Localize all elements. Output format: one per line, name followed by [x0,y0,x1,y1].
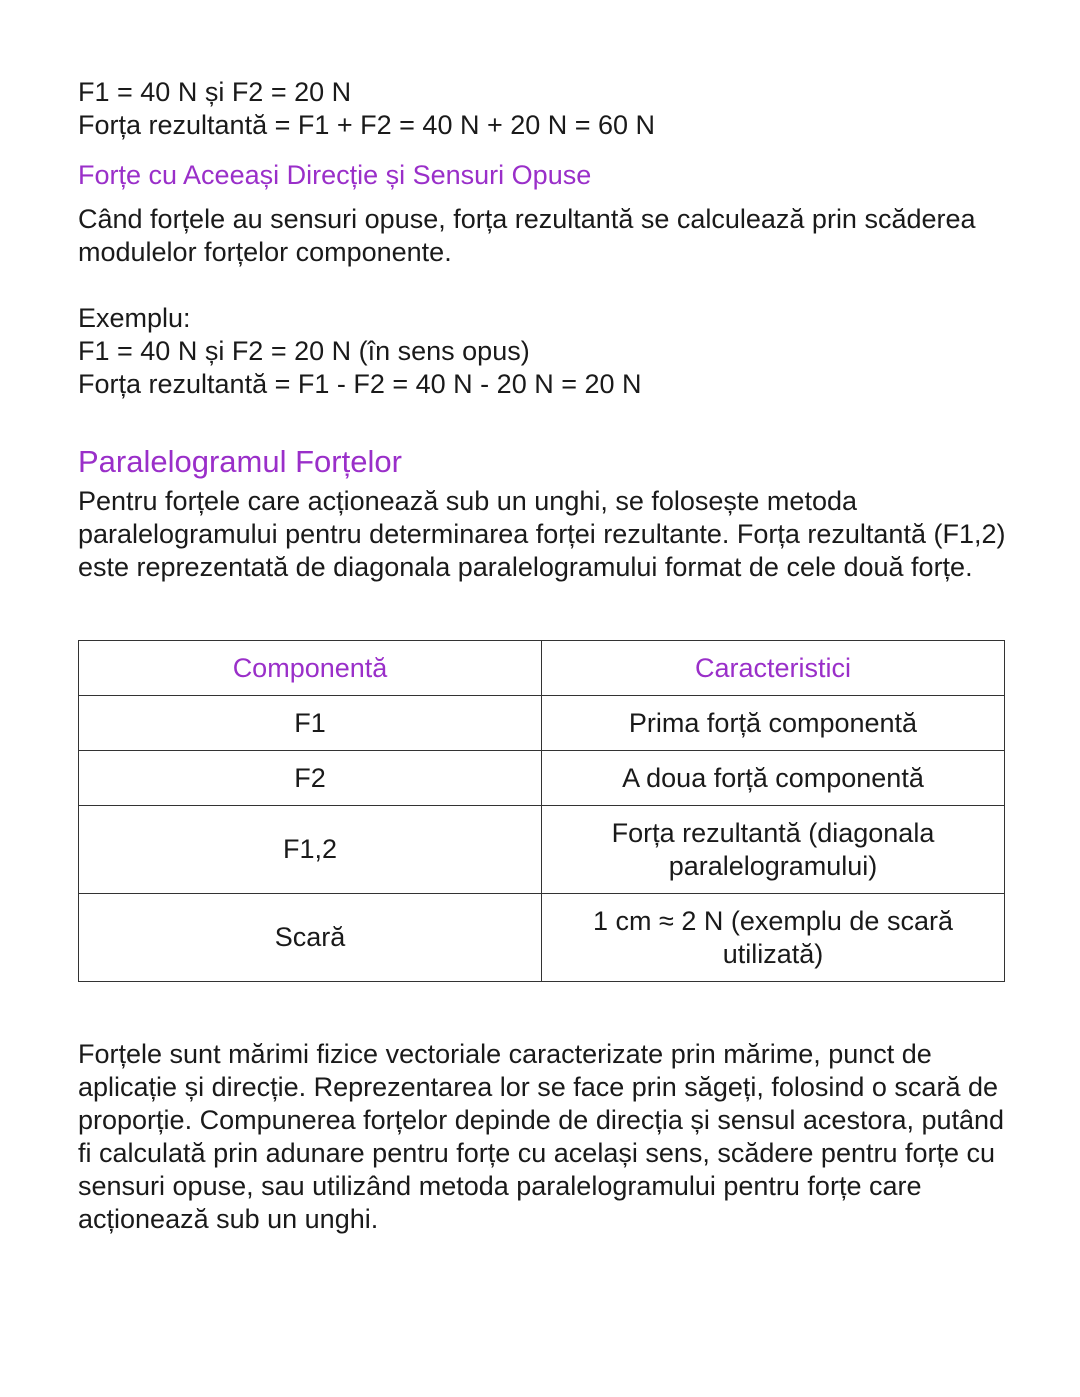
table-cell-characteristic: A doua forță componentă [542,751,1005,806]
opposite-example-result-line: Forța rezultantă = F1 - F2 = 40 N - 20 N = 20 N [78,369,642,399]
table-cell-characteristic: 1 cm ≈ 2 N (exemplu de scară utilizată) [542,894,1005,982]
table-row [79,806,1005,894]
example-label: Exemplu: [78,303,191,333]
table-header-characteristics: Caracteristici [542,641,1005,696]
opposite-forces-text: Când forțele au sensuri opuse, forța rezultantă se calculează prin scăderea modulelor forțelor componente. [78,204,976,267]
table-row [79,751,1005,806]
summary-text: Forțele sunt mărimi fizice vectoriale caracterizate prin mărime, punct de aplicație și direcție. Reprezentarea lor se face prin săgeți, folosind o scară de proporție. Compunerea forțelor depinde de direcția și sensul acestora, putând fi calculată prin adunare pentru forțe cu același sens, scădere pentru forțe cu sensuri opuse, sau utilizând metoda paralelogramului pentru forțe care acționează sub un unghi. [78,1039,1005,1234]
parallelogram-heading: Paralelogramul Forțelor [78,444,402,479]
parallelogram-text: Pentru forțele care acționează sub un unghi, se folosește metoda paralelogramului pentru determinarea forței rezultante. Forța rezultantă (F1,2) este reprezentată de diagonala paralelogramului format de cele două forțe. [78,486,1006,582]
document-page [78,76,1008,1236]
table-cell-component: F2 [79,751,542,806]
table-header-row [79,641,1005,696]
table-cell-component: F1,2 [79,806,542,894]
example-forces-line: F1 = 40 N și F2 = 20 N [78,77,352,107]
table-cell-component: F1 [79,696,542,751]
table-cell-characteristic: Prima forță componentă [542,696,1005,751]
example-result-line: Forța rezultantă = F1 + F2 = 40 N + 20 N = 60 N [78,110,656,140]
components-table [78,640,1005,982]
table-row [79,894,1005,982]
opposite-example-forces-line: F1 = 40 N și F2 = 20 N (în sens opus) [78,336,530,366]
table-cell-component: Scară [79,894,542,982]
opposite-forces-heading: Forțe cu Aceeași Direcție și Sensuri Opuse [78,160,592,190]
table-row [79,696,1005,751]
table-header-component: Componentă [79,641,542,696]
table-cell-characteristic: Forța rezultantă (diagonala paralelogramului) [542,806,1005,894]
